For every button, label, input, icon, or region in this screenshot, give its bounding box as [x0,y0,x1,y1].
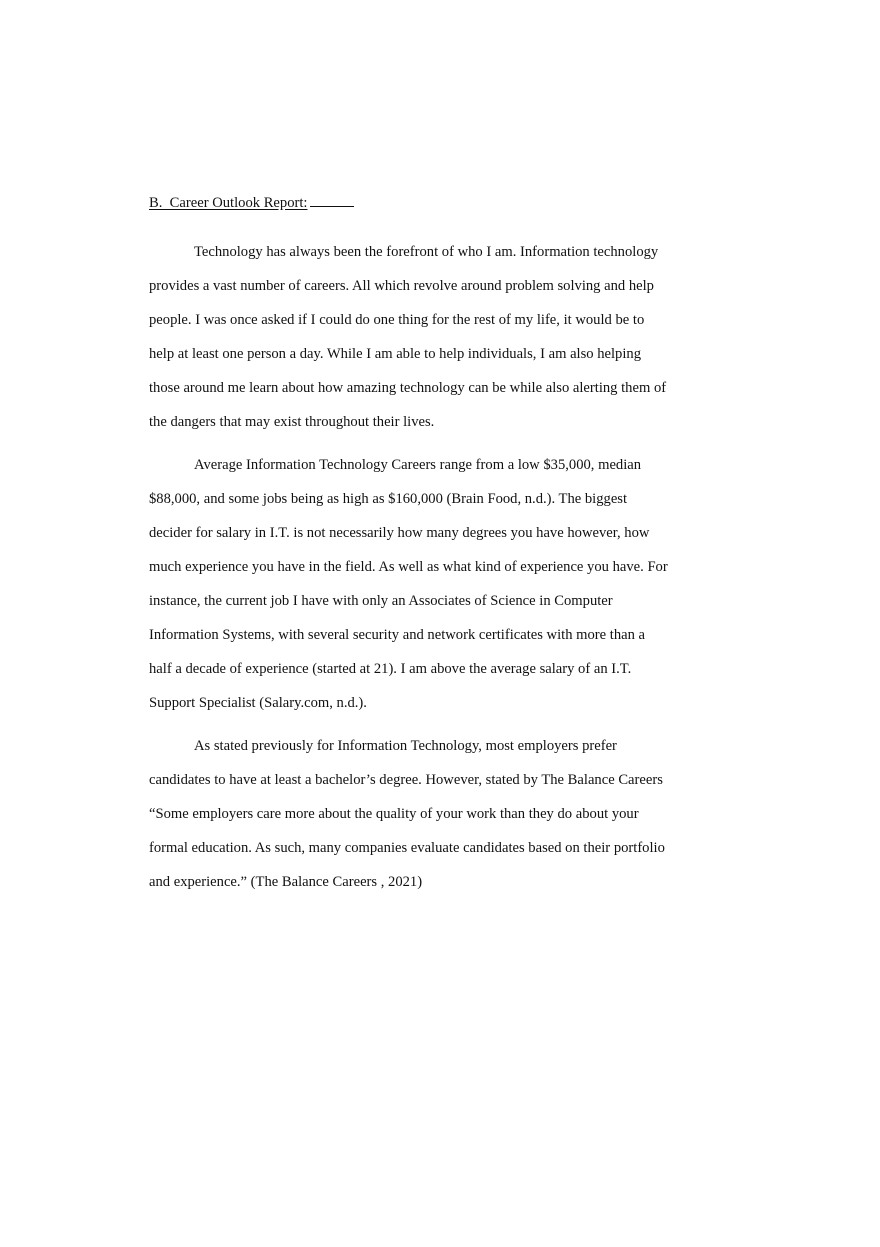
paragraph-line: and experience.” (The Balance Careers , 2021) [149,874,423,890]
paragraph-line: help at least one person a day. While I am able to help individuals, I am also helping [149,346,641,362]
paragraph-line: Information Systems, with several security and network certificates with more than a [149,627,646,643]
section-heading [149,192,354,214]
paragraph-line: people. I was once asked if I could do one thing for the rest of my life, it would be to [149,312,645,328]
paragraph-line: the dangers that may exist throughout their lives. [149,414,435,430]
paragraph-line: $88,000, and some jobs being as high as $160,000 (Brain Food, n.d.). The biggest [149,491,628,507]
paragraph-line: provides a vast number of careers. All which revolve around problem solving and help [149,278,654,294]
document-body [149,192,694,908]
paragraph-line: Support Specialist (Salary.com, n.d.). [149,695,367,711]
paragraph-line: those around me learn about how amazing technology can be while also alerting them of [149,380,667,396]
paragraph-line: As stated previously for Information Technology, most employers prefer [194,738,617,754]
paragraph-line: instance, the current job I have with only an Associates of Science in Computer [149,593,613,609]
paragraph-line: Technology has always been the forefront of who I am. Information technology [194,244,659,260]
paragraph-line: Average Information Technology Careers range from a low $35,000, median [194,457,642,473]
paragraph-line: “Some employers care more about the quality of your work than they do about your [149,806,639,822]
paragraph-line: much experience you have in the field. As well as what kind of experience you have. For [149,559,668,575]
paragraph-line: candidates to have at least a bachelor’s degree. However, stated by The Balance Careers [149,772,663,788]
paragraph-3 [149,729,694,899]
section-heading-text: B. Career Outlook Report: [149,195,308,211]
paragraph-line: formal education. As such, many companies evaluate candidates based on their portfolio [149,840,665,856]
paragraph-2 [149,448,694,720]
paragraph-line: decider for salary in I.T. is not necessarily how many degrees you have however, how [149,525,650,541]
paragraph-line: half a decade of experience (started at 21). I am above the average salary of an I.T. [149,661,632,677]
heading-underline-blank [310,192,354,207]
paragraph-1 [149,235,694,439]
